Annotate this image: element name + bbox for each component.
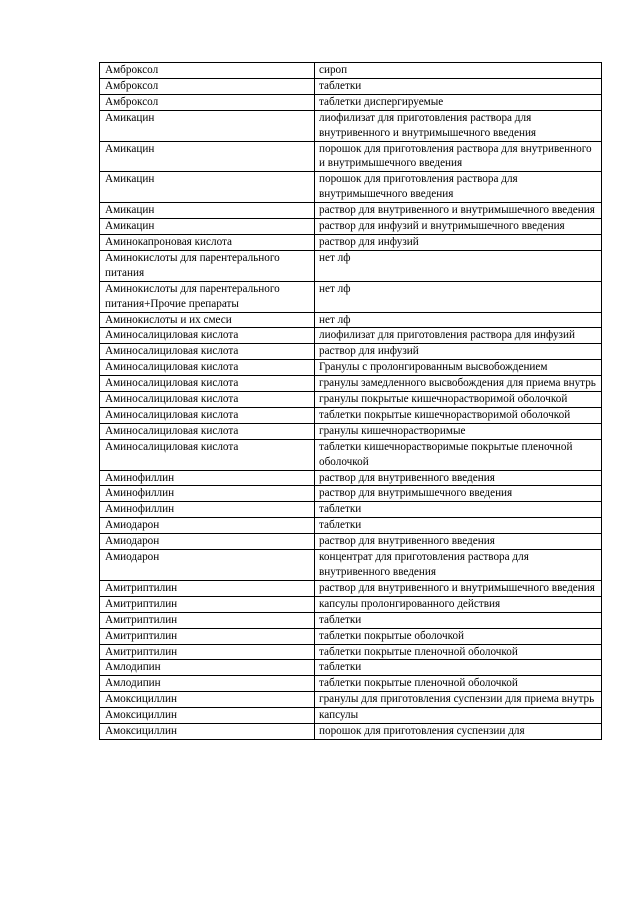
drug-forms-table bbox=[99, 62, 602, 740]
drug-name-cell: Аминосалициловая кислота bbox=[100, 439, 315, 470]
drug-name-cell: Аминосалициловая кислота bbox=[100, 344, 315, 360]
drug-name-cell: Аминокислоты для парентерального питания bbox=[100, 250, 315, 281]
dosage-form-cell: гранулы для приготовления суспензии для приема внутрь bbox=[315, 692, 602, 708]
dosage-form-cell: гранулы кишечнорастворимые bbox=[315, 423, 602, 439]
table-row bbox=[100, 281, 602, 312]
table-row bbox=[100, 502, 602, 518]
table-row bbox=[100, 141, 602, 172]
table-row bbox=[100, 78, 602, 94]
drug-name-cell: Аминосалициловая кислота bbox=[100, 376, 315, 392]
dosage-form-cell: таблетки покрытые пленочной оболочкой bbox=[315, 644, 602, 660]
table-row bbox=[100, 203, 602, 219]
dosage-form-cell: раствор для инфузий и внутримышечного введения bbox=[315, 219, 602, 235]
drug-name-cell: Амикацин bbox=[100, 110, 315, 141]
table-row bbox=[100, 63, 602, 79]
drug-name-cell: Амитриптилин bbox=[100, 580, 315, 596]
dosage-form-cell: раствор для внутривенного и внутримышечного введения bbox=[315, 580, 602, 596]
table-row bbox=[100, 470, 602, 486]
dosage-form-cell: таблетки bbox=[315, 78, 602, 94]
dosage-form-cell: раствор для внутримышечного введения bbox=[315, 486, 602, 502]
drug-name-cell: Амитриптилин bbox=[100, 612, 315, 628]
dosage-form-cell: раствор для инфузий bbox=[315, 344, 602, 360]
dosage-form-cell: капсулы bbox=[315, 708, 602, 724]
table-row bbox=[100, 708, 602, 724]
table-row bbox=[100, 94, 602, 110]
table-row bbox=[100, 692, 602, 708]
dosage-form-cell: таблетки покрытые оболочкой bbox=[315, 628, 602, 644]
drug-name-cell: Амлодипин bbox=[100, 660, 315, 676]
table-row bbox=[100, 312, 602, 328]
dosage-form-cell: нет лф bbox=[315, 250, 602, 281]
drug-name-cell: Аминосалициловая кислота bbox=[100, 423, 315, 439]
table-body bbox=[100, 63, 602, 740]
drug-name-cell: Аминофиллин bbox=[100, 470, 315, 486]
drug-name-cell: Амброксол bbox=[100, 63, 315, 79]
table-row bbox=[100, 580, 602, 596]
drug-name-cell: Амиодарон bbox=[100, 550, 315, 581]
drug-name-cell: Амитриптилин bbox=[100, 628, 315, 644]
table-row bbox=[100, 518, 602, 534]
drug-name-cell: Амброксол bbox=[100, 94, 315, 110]
table-row bbox=[100, 172, 602, 203]
dosage-form-cell: раствор для инфузий bbox=[315, 234, 602, 250]
dosage-form-cell: капсулы пролонгированного действия bbox=[315, 596, 602, 612]
drug-name-cell: Аминокислоты для парентерального питания+Прочие препараты bbox=[100, 281, 315, 312]
table-row bbox=[100, 219, 602, 235]
table-row bbox=[100, 550, 602, 581]
drug-name-cell: Амоксициллин bbox=[100, 692, 315, 708]
table-row bbox=[100, 250, 602, 281]
drug-name-cell: Амлодипин bbox=[100, 676, 315, 692]
table-row bbox=[100, 676, 602, 692]
drug-name-cell: Аминокислоты и их смеси bbox=[100, 312, 315, 328]
dosage-form-cell: таблетки bbox=[315, 518, 602, 534]
table-row bbox=[100, 534, 602, 550]
table-row bbox=[100, 628, 602, 644]
drug-name-cell: Аминофиллин bbox=[100, 502, 315, 518]
dosage-form-cell: лиофилизат для приготовления раствора для инфузий bbox=[315, 328, 602, 344]
table-row bbox=[100, 392, 602, 408]
drug-name-cell: Амикацин bbox=[100, 172, 315, 203]
dosage-form-cell: концентрат для приготовления раствора для внутривенного введения bbox=[315, 550, 602, 581]
drug-name-cell: Амиодарон bbox=[100, 534, 315, 550]
table-row bbox=[100, 328, 602, 344]
dosage-form-cell: таблетки покрытые пленочной оболочкой bbox=[315, 676, 602, 692]
dosage-form-cell: порошок для приготовления раствора для внутримышечного введения bbox=[315, 172, 602, 203]
dosage-form-cell: таблетки bbox=[315, 612, 602, 628]
drug-name-cell: Амитриптилин bbox=[100, 644, 315, 660]
dosage-form-cell: порошок для приготовления раствора для внутривенного и внутримышечного введения bbox=[315, 141, 602, 172]
dosage-form-cell: гранулы замедленного высвобождения для приема внутрь bbox=[315, 376, 602, 392]
drug-name-cell: Амоксициллин bbox=[100, 724, 315, 740]
table-row bbox=[100, 110, 602, 141]
drug-name-cell: Амоксициллин bbox=[100, 708, 315, 724]
drug-name-cell: Аминокапроновая кислота bbox=[100, 234, 315, 250]
dosage-form-cell: Гранулы с пролонгированным высвобождением bbox=[315, 360, 602, 376]
dosage-form-cell: таблетки bbox=[315, 502, 602, 518]
dosage-form-cell: нет лф bbox=[315, 312, 602, 328]
dosage-form-cell: таблетки диспергируемые bbox=[315, 94, 602, 110]
table-row bbox=[100, 660, 602, 676]
table-row bbox=[100, 439, 602, 470]
dosage-form-cell: лиофилизат для приготовления раствора для внутривенного и внутримышечного введения bbox=[315, 110, 602, 141]
dosage-form-cell: таблетки кишечнорастворимые покрытые пленочной оболочкой bbox=[315, 439, 602, 470]
table-row bbox=[100, 360, 602, 376]
table-row bbox=[100, 376, 602, 392]
dosage-form-cell: нет лф bbox=[315, 281, 602, 312]
drug-name-cell: Аминофиллин bbox=[100, 486, 315, 502]
drug-name-cell: Аминосалициловая кислота bbox=[100, 407, 315, 423]
table-row bbox=[100, 407, 602, 423]
table-row bbox=[100, 724, 602, 740]
dosage-form-cell: таблетки bbox=[315, 660, 602, 676]
dosage-form-cell: сироп bbox=[315, 63, 602, 79]
dosage-form-cell: раствор для внутривенного введения bbox=[315, 534, 602, 550]
dosage-form-cell: таблетки покрытые кишечнорастворимой оболочкой bbox=[315, 407, 602, 423]
drug-name-cell: Амиодарон bbox=[100, 518, 315, 534]
dosage-form-cell: гранулы покрытые кишечнорастворимой оболочкой bbox=[315, 392, 602, 408]
table-row bbox=[100, 644, 602, 660]
drug-name-cell: Амикацин bbox=[100, 219, 315, 235]
drug-name-cell: Амброксол bbox=[100, 78, 315, 94]
drug-name-cell: Амикацин bbox=[100, 203, 315, 219]
drug-name-cell: Аминосалициловая кислота bbox=[100, 360, 315, 376]
drug-name-cell: Аминосалициловая кислота bbox=[100, 328, 315, 344]
dosage-form-cell: порошок для приготовления суспензии для bbox=[315, 724, 602, 740]
table-row bbox=[100, 596, 602, 612]
dosage-form-cell: раствор для внутривенного и внутримышечного введения bbox=[315, 203, 602, 219]
table-row bbox=[100, 234, 602, 250]
dosage-form-cell: раствор для внутривенного введения bbox=[315, 470, 602, 486]
drug-name-cell: Аминосалициловая кислота bbox=[100, 392, 315, 408]
drug-name-cell: Амитриптилин bbox=[100, 596, 315, 612]
table-row bbox=[100, 486, 602, 502]
table-row bbox=[100, 344, 602, 360]
table-row bbox=[100, 423, 602, 439]
drug-name-cell: Амикацин bbox=[100, 141, 315, 172]
table-row bbox=[100, 612, 602, 628]
